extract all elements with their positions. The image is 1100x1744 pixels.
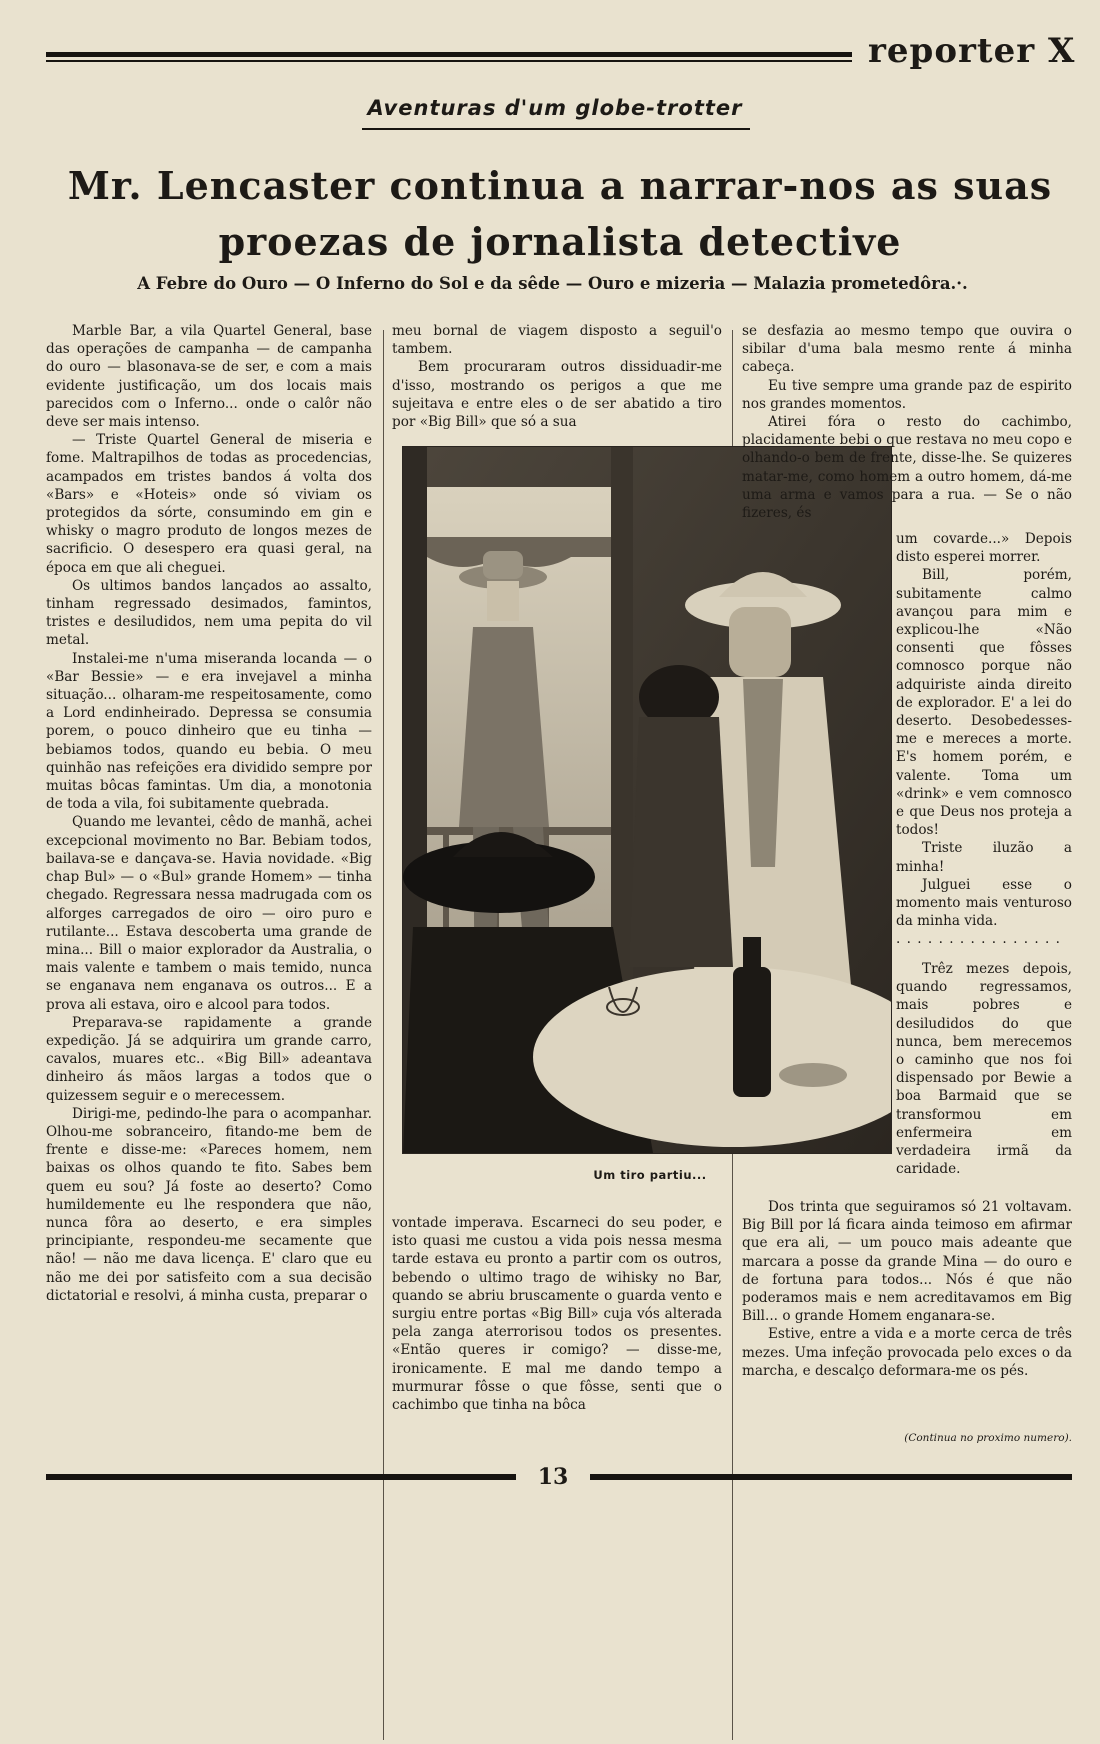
header-rule-thin (46, 60, 852, 62)
headline: Mr. Lencaster continua a narrar-nos as suas proezas de jornalista detective (67, 163, 1053, 264)
continued-note: (Continua no proximo numero). (904, 1432, 1072, 1444)
paragraph: Quando me levantei, cêdo de manhã, achei excepcional movimento no Bar. Bebiam todos, bailava-se e dançava-se. Havia novidade. «Big chap Bul» — o «Bul» grande Homem» — tinha chegado. Regressara nessa madrugada com os alforges carregados de oiro — oiro puro e rutilante... Estava descoberta uma grande de mina... Bill o maior explorador da Australia, o mais valente e tambem o mais temido, nunca se enganava nem enganava os outros... E a prova ali estava, oiro e alcool para todos. (46, 814, 372, 1013)
illustration-caption: Um tiro partiu... (593, 1168, 707, 1182)
footer-rule (46, 1474, 516, 1480)
paragraph: um covarde...» Depois disto esperei morrer. (896, 531, 1072, 566)
column-3-narrow (896, 530, 1072, 960)
column-2-top (392, 322, 722, 444)
kicker: Aventuras d'um globe-trotter (367, 96, 743, 120)
masthead: reporter X (868, 31, 1076, 71)
illustration (402, 446, 892, 1154)
paragraph: Dirigi-me, pedindo-lhe para o acompanhar. Olhou-me sobranceiro, fitando-me bem de frente e disse-me: «Pareces homem, nem baixas os olhos quando te fito. Sabes bem quem eu sou? Já foste ao deserto? Como humildemente eu lhe respondera que não, nunca fôra ao deserto, e era simples principiante, respondeu-me secamente que não! — não me dava licença. E' claro que eu não me dei por satisfeito com a sua decisão dictatorial e resolvi, á minha custa, preparar o (46, 1105, 372, 1304)
paragraph: Julguei esse o momento mais venturoso da minha vida. (896, 876, 1072, 930)
paragraph: Bem procuraram outros dissiduadir-me d'isso, mostrando os perigos a que me sujeitava e entre eles o de ser abatido a tiro por «Big Bill» que só a sua (392, 359, 722, 431)
paragraph: Marble Bar, a vila Quartel General, base das operações de campanha — de campanha do ouro — blasonava-se de ser, e com a mais evidente justificação, um dos locais mais parecidos com o Inferno... onde o calôr não deve ser mais intenso. (46, 323, 372, 431)
paragraph: Os ultimos bandos lançados ao assalto, tinham regressado desimados, famintos, tristes e desiludidos, nem uma pepita do vil metal. (46, 577, 372, 649)
paragraph: Instalei-me n'uma miseranda locanda — o «Bar Bessie» — e era invejavel a minha situação... olharam-me respeitosamente, como a Lord endinheirado. Depressa se consumia porem, o pouco dinheiro que eu tinha — bebiamos todos, quando eu bebia. O meu quinhão nas refeições era dividido sempre por muitas bôcas famintas. Um dia, a monotonia de toda a vila, foi subitamente quebrada. (46, 650, 372, 813)
paragraph: Triste iluzão a minha! (896, 840, 1072, 875)
paragraph: Atirei fóra o resto do cachimbo, placidamente bebi o que restava no meu copo e olhando-o bem de frente, disse-lhe. Se quizeres matar-me, como homem a outro homem, dá-me uma arma e vamos para a rua. — Se o não fizeres, és (742, 414, 1072, 522)
paragraph: se desfazia ao mesmo tempo que ouvira o sibilar d'uma bala mesmo rente á minha cabeça. (742, 323, 1072, 376)
paragraph: Eu tive sempre uma grande paz de espirito nos grandes momentos. (742, 377, 1072, 412)
footer-rule (590, 1474, 1072, 1480)
separator: . . . . . . . . . . . . . . . . (896, 931, 1061, 948)
column-1 (46, 322, 372, 1742)
column-3-bottom (742, 1198, 1072, 1738)
paragraph: vontade imperava. Escarneci do seu poder, e isto quasi me custou a vida pois nessa mesma tarde estava eu pronto a partir com os outros, bebendo o ultimo trago de wihisky no Bar, quando se abriu bruscamente o guarda vento e surgiu entre portas «Big Bill» cuja vós alterada pela zanga aterrorisou todos os presentes. «Então queres ir comigo? — disse-me, ironicamente. E mal me dando tempo a murmurar fôsse o que fôsse, senti que o cachimbo que tinha na bôca (392, 1215, 722, 1414)
paragraph: Bill, porém, subitamente calmo avançou para mim e explicou-lhe «Não consenti que fôsses comnosco porque não adquiriste ainda direito de explorador. E' a lei do deserto. Desobedesses-me e mereces a morte. E's homem porém, e valente. Toma um «drink» e vem comnosco e que Deus nos proteja a todos! (896, 567, 1072, 839)
paragraph: Estive, entre a vida e a morte cerca de três mezes. Uma infeção provocada pelo exces o da marcha, e descalço deformara-me os pés. (742, 1326, 1072, 1379)
header-rule (46, 52, 852, 57)
paragraph: Dos trinta que seguiramos só 21 voltavam. Big Bill por lá ficara ainda teimoso em afirmar que era ali, — um pouco mais adeante que marcara a posse da grande Mina — do ouro e de fortuna para todos... Nós é que não poderamos mais e nem acreditavamos em Big Bill... o grande Homem enganara-se. (742, 1199, 1072, 1325)
subheadline: A Febre do Ouro — O Inferno do Sol e da sêde — Ouro e mizeria — Malazia prometedôra.·. (137, 274, 968, 293)
paragraph: Preparava-se rapidamente a grande expedição. Já se adquirira um grande carro, cavalos, muares etc.. «Big Bill» adeantava dinheiro ás mãos largas a todos que o quizessem seguir e o merecessem. (46, 1014, 372, 1104)
paragraph: meu bornal de viagem disposto a seguil'o tambem. (392, 323, 722, 358)
paragraph: Trêz mezes depois, quando regressamos, mais pobres e desiludidos do que nunca, bem merecemos o caminho que nos foi dispensado por Bewie a boa Barmaid que se transformou em enfermeira em verdadeira irmã da caridade. (896, 961, 1072, 1178)
column-3-narrow-2 (896, 960, 1072, 1200)
paragraph: — Triste Quartel General de miseria e fome. Maltrapilhos de todas as procedencias, acampados em tristes bandos á volta dos «Bars» e «Hoteis» onde só viviam os protegidos da sórte, consumindo em gin e whisky o magro produto de longos mezes de sacrificio. O desespero era quasi geral, na época em que ali cheguei. (46, 432, 372, 576)
kicker-underline (362, 128, 750, 130)
saloon-scene-illustration (403, 447, 891, 1153)
page-number: 13 (537, 1464, 569, 1490)
column-divider (383, 330, 384, 1740)
column-3-top (742, 322, 1072, 542)
